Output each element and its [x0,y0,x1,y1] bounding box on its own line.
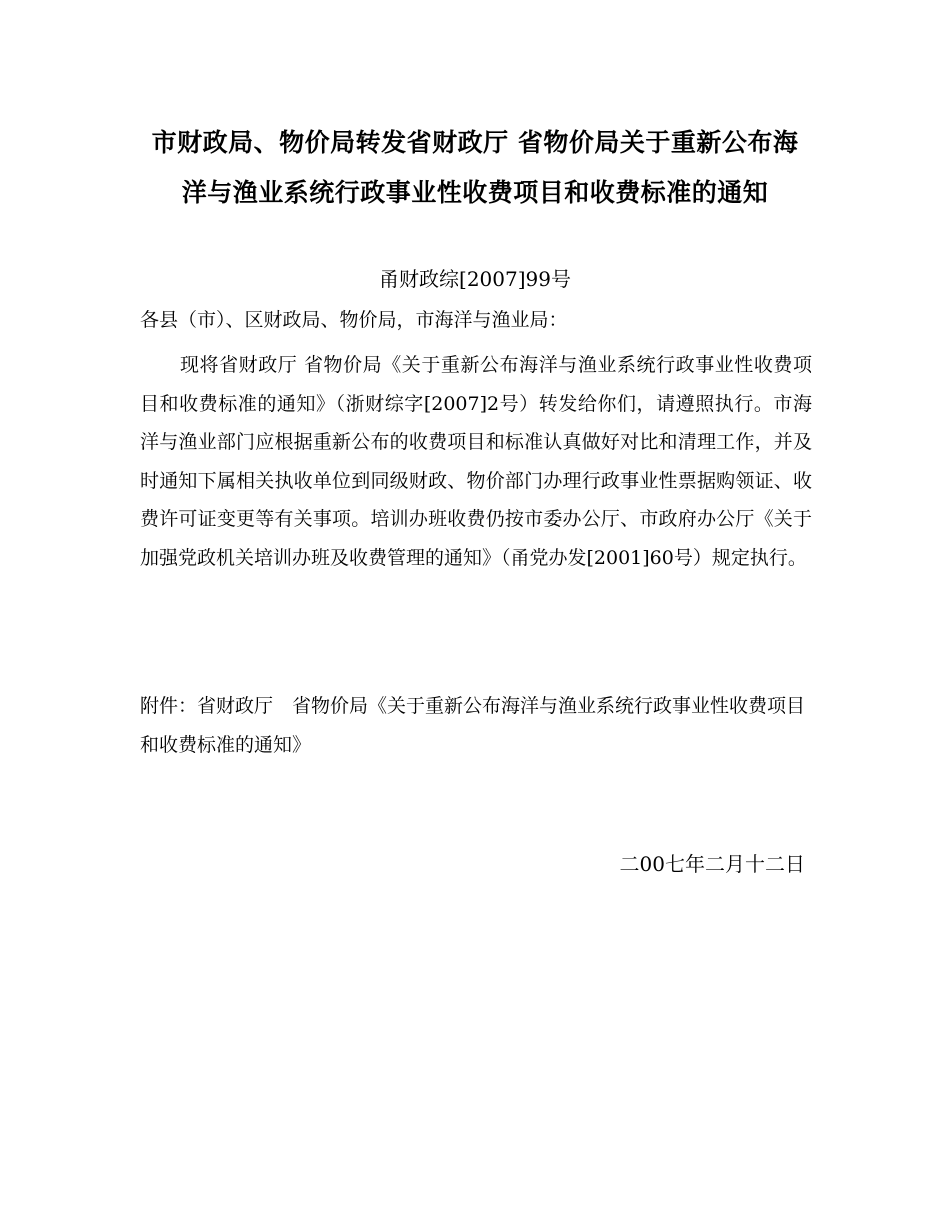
body-paragraph: 现将省财政厅 省物价局《关于重新公布海洋与渔业系统行政事业性收费项目和收费标准的通知》（浙财综字[2007]2号）转发给你们，请遵照执行。市海洋与渔业部门应根据重新公布的收费项目和标准认真做好对比和清理工作，并及时通知下属相关执收单位到同级财政、物价部门办理行政事业性票据购领证、收费许可证变更等有关事项。培训办班收费仍按市委办公厅、市政府办公厅《关于加强党政机关培训办班及收费管理的通知》（甬党办发[2001]60号）规定执行。 [140,354,812,569]
addressee-line: 各县（市）、区财政局、物价局，市海洋与渔业局： [140,309,568,331]
attachment-line: 附件：省财政厅 省物价局《关于重新公布海洋与渔业系统行政事业性收费项目和收费标准的通知》 [140,695,806,756]
document-title: 市财政局、物价局转发省财政厅 省物价局关于重新公布海洋与渔业系统行政事业性收费项目和收费标准的通知 [151,128,799,207]
issue-date: 二00七年二月十二日 [619,852,805,876]
document-number: 甬财政综[2007]99号 [379,267,571,291]
